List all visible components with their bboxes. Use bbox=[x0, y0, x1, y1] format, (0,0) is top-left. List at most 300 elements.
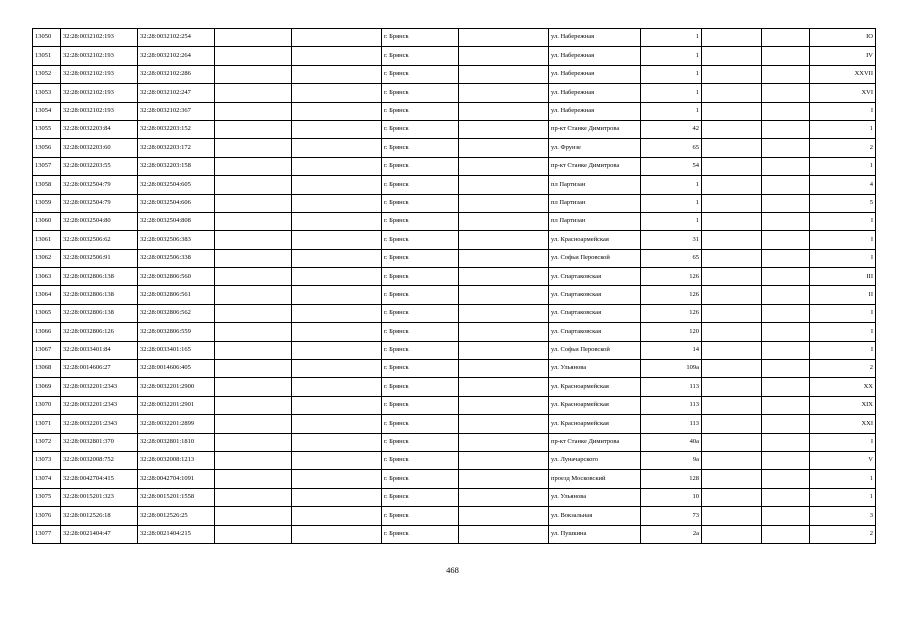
blank-column-10-cell bbox=[702, 120, 762, 138]
blank-column-4-cell bbox=[215, 470, 292, 488]
object-cadastral-number-cell: 32:28:0032201:2900 bbox=[138, 378, 215, 396]
table-row bbox=[33, 304, 876, 322]
blank-column-7-cell bbox=[459, 304, 549, 322]
premises-number-cell: III bbox=[810, 268, 876, 286]
blank-column-4-cell bbox=[215, 451, 292, 469]
house-number-cell: 113 bbox=[641, 378, 702, 396]
street-cell: ул. Набережная bbox=[549, 47, 641, 65]
row-number-cell: 13051 bbox=[33, 47, 61, 65]
blank-column-10-cell bbox=[702, 433, 762, 451]
house-number-cell: 1 bbox=[641, 194, 702, 212]
blank-column-5-cell bbox=[292, 84, 382, 102]
row-number-cell: 13056 bbox=[33, 139, 61, 157]
premises-number-cell: V bbox=[810, 451, 876, 469]
object-cadastral-number-cell: 32:28:0032102:247 bbox=[138, 84, 215, 102]
blank-column-11-cell bbox=[762, 488, 810, 506]
blank-column-5-cell bbox=[292, 323, 382, 341]
parcel-cadastral-number-cell: 32:28:0032201:2343 bbox=[61, 396, 138, 414]
parcel-cadastral-number-cell: 32:28:0032203:60 bbox=[61, 139, 138, 157]
blank-column-10-cell bbox=[702, 488, 762, 506]
premises-number-cell: XXI bbox=[810, 415, 876, 433]
blank-column-4-cell bbox=[215, 249, 292, 267]
object-cadastral-number-cell: 32:28:0032201:2899 bbox=[138, 415, 215, 433]
blank-column-10-cell bbox=[702, 29, 762, 47]
row-number-cell: 13055 bbox=[33, 120, 61, 138]
table-row bbox=[33, 176, 876, 194]
city-cell: г. Брянск bbox=[382, 488, 459, 506]
row-number-cell: 13063 bbox=[33, 268, 61, 286]
parcel-cadastral-number-cell: 32:28:0032102:193 bbox=[61, 47, 138, 65]
blank-column-4-cell bbox=[215, 84, 292, 102]
street-cell: ул. Набережная bbox=[549, 29, 641, 47]
blank-column-5-cell bbox=[292, 120, 382, 138]
blank-column-11-cell bbox=[762, 433, 810, 451]
blank-column-10-cell bbox=[702, 176, 762, 194]
blank-column-7-cell bbox=[459, 286, 549, 304]
blank-column-11-cell bbox=[762, 396, 810, 414]
blank-column-10-cell bbox=[702, 286, 762, 304]
blank-column-5-cell bbox=[292, 378, 382, 396]
blank-column-7-cell bbox=[459, 194, 549, 212]
premises-number-cell: 2 bbox=[810, 139, 876, 157]
blank-column-10-cell bbox=[702, 323, 762, 341]
parcel-cadastral-number-cell: 32:28:0032201:2343 bbox=[61, 378, 138, 396]
blank-column-5-cell bbox=[292, 451, 382, 469]
blank-column-11-cell bbox=[762, 470, 810, 488]
row-number-cell: 13064 bbox=[33, 286, 61, 304]
row-number-cell: 13069 bbox=[33, 378, 61, 396]
row-number-cell: 13065 bbox=[33, 304, 61, 322]
premises-number-cell: I bbox=[810, 341, 876, 359]
blank-column-10-cell bbox=[702, 84, 762, 102]
premises-number-cell: XX bbox=[810, 378, 876, 396]
house-number-cell: 113 bbox=[641, 415, 702, 433]
blank-column-10-cell bbox=[702, 231, 762, 249]
street-cell: ул. Набережная bbox=[549, 102, 641, 120]
blank-column-7-cell bbox=[459, 396, 549, 414]
blank-column-5-cell bbox=[292, 139, 382, 157]
blank-column-7-cell bbox=[459, 176, 549, 194]
parcel-cadastral-number-cell: 32:28:0042704:415 bbox=[61, 470, 138, 488]
blank-column-5-cell bbox=[292, 341, 382, 359]
row-number-cell: 13070 bbox=[33, 396, 61, 414]
blank-column-4-cell bbox=[215, 415, 292, 433]
table-row bbox=[33, 396, 876, 414]
street-cell: ул. Софьи Перовской bbox=[549, 249, 641, 267]
blank-column-7-cell bbox=[459, 249, 549, 267]
row-number-cell: 13053 bbox=[33, 84, 61, 102]
object-cadastral-number-cell: 32:28:0014606:405 bbox=[138, 360, 215, 378]
blank-column-10-cell bbox=[702, 268, 762, 286]
city-cell: г. Брянск bbox=[382, 176, 459, 194]
blank-column-7-cell bbox=[459, 323, 549, 341]
blank-column-7-cell bbox=[459, 29, 549, 47]
registry-rows bbox=[33, 29, 876, 544]
blank-column-10-cell bbox=[702, 451, 762, 469]
blank-column-10-cell bbox=[702, 139, 762, 157]
row-number-cell: 13077 bbox=[33, 525, 61, 543]
parcel-cadastral-number-cell: 32:28:0015201:323 bbox=[61, 488, 138, 506]
blank-column-10-cell bbox=[702, 360, 762, 378]
street-cell: пл Партизан bbox=[549, 176, 641, 194]
street-cell: ул. Красноармейская bbox=[549, 231, 641, 249]
street-cell: ул. Ульянова bbox=[549, 488, 641, 506]
object-cadastral-number-cell: 32:28:0033401:165 bbox=[138, 341, 215, 359]
blank-column-5-cell bbox=[292, 102, 382, 120]
table-row bbox=[33, 120, 876, 138]
house-number-cell: 73 bbox=[641, 507, 702, 525]
blank-column-10-cell bbox=[702, 507, 762, 525]
table-row bbox=[33, 341, 876, 359]
blank-column-5-cell bbox=[292, 268, 382, 286]
house-number-cell: 1 bbox=[641, 29, 702, 47]
object-cadastral-number-cell: 32:28:0032008:1213 bbox=[138, 451, 215, 469]
row-number-cell: 13061 bbox=[33, 231, 61, 249]
blank-column-5-cell bbox=[292, 29, 382, 47]
blank-column-7-cell bbox=[459, 378, 549, 396]
table-row bbox=[33, 268, 876, 286]
blank-column-7-cell bbox=[459, 157, 549, 175]
row-number-cell: 13054 bbox=[33, 102, 61, 120]
parcel-cadastral-number-cell: 32:28:0032806:138 bbox=[61, 286, 138, 304]
blank-column-10-cell bbox=[702, 525, 762, 543]
city-cell: г. Брянск bbox=[382, 304, 459, 322]
row-number-cell: 13052 bbox=[33, 65, 61, 83]
blank-column-4-cell bbox=[215, 525, 292, 543]
premises-number-cell: 5 bbox=[810, 194, 876, 212]
blank-column-4-cell bbox=[215, 286, 292, 304]
street-cell: ул. Спартаковская bbox=[549, 304, 641, 322]
premises-number-cell: II bbox=[810, 286, 876, 304]
parcel-cadastral-number-cell: 32:28:0032201:2343 bbox=[61, 415, 138, 433]
parcel-cadastral-number-cell: 32:28:0032801:370 bbox=[61, 433, 138, 451]
blank-column-4-cell bbox=[215, 139, 292, 157]
table-row bbox=[33, 212, 876, 230]
blank-column-4-cell bbox=[215, 433, 292, 451]
table-row bbox=[33, 525, 876, 543]
city-cell: г. Брянск bbox=[382, 341, 459, 359]
street-cell: ул. Набережная bbox=[549, 84, 641, 102]
table-row bbox=[33, 65, 876, 83]
table-row bbox=[33, 102, 876, 120]
object-cadastral-number-cell: 32:28:0032203:152 bbox=[138, 120, 215, 138]
blank-column-10-cell bbox=[702, 212, 762, 230]
object-cadastral-number-cell: 32:28:0032203:158 bbox=[138, 157, 215, 175]
blank-column-7-cell bbox=[459, 139, 549, 157]
table-row bbox=[33, 157, 876, 175]
blank-column-7-cell bbox=[459, 507, 549, 525]
premises-number-cell: 1 bbox=[810, 488, 876, 506]
house-number-cell: 1 bbox=[641, 65, 702, 83]
object-cadastral-number-cell: 32:28:0032806:559 bbox=[138, 323, 215, 341]
city-cell: г. Брянск bbox=[382, 286, 459, 304]
city-cell: г. Брянск bbox=[382, 378, 459, 396]
blank-column-4-cell bbox=[215, 176, 292, 194]
blank-column-4-cell bbox=[215, 378, 292, 396]
house-number-cell: 42 bbox=[641, 120, 702, 138]
premises-number-cell: I bbox=[810, 323, 876, 341]
object-cadastral-number-cell: 32:28:0032102:286 bbox=[138, 65, 215, 83]
blank-column-4-cell bbox=[215, 157, 292, 175]
blank-column-7-cell bbox=[459, 47, 549, 65]
house-number-cell: 109а bbox=[641, 360, 702, 378]
table-row bbox=[33, 286, 876, 304]
premises-number-cell: I bbox=[810, 102, 876, 120]
blank-column-11-cell bbox=[762, 378, 810, 396]
table-row bbox=[33, 470, 876, 488]
row-number-cell: 13075 bbox=[33, 488, 61, 506]
blank-column-10-cell bbox=[702, 249, 762, 267]
blank-column-10-cell bbox=[702, 102, 762, 120]
table-row bbox=[33, 507, 876, 525]
street-cell: ул. Луначарского bbox=[549, 451, 641, 469]
blank-column-4-cell bbox=[215, 341, 292, 359]
blank-column-10-cell bbox=[702, 470, 762, 488]
house-number-cell: 40а bbox=[641, 433, 702, 451]
blank-column-11-cell bbox=[762, 29, 810, 47]
house-number-cell: 1 bbox=[641, 176, 702, 194]
parcel-cadastral-number-cell: 32:28:0032504:80 bbox=[61, 212, 138, 230]
house-number-cell: 31 bbox=[641, 231, 702, 249]
city-cell: г. Брянск bbox=[382, 415, 459, 433]
house-number-cell: 113 bbox=[641, 396, 702, 414]
table-row bbox=[33, 488, 876, 506]
table-row bbox=[33, 194, 876, 212]
page-number: 468 bbox=[446, 565, 459, 575]
blank-column-4-cell bbox=[215, 268, 292, 286]
blank-column-7-cell bbox=[459, 102, 549, 120]
blank-column-11-cell bbox=[762, 525, 810, 543]
street-cell: пл Партизан bbox=[549, 212, 641, 230]
city-cell: г. Брянск bbox=[382, 433, 459, 451]
row-number-cell: 13059 bbox=[33, 194, 61, 212]
object-cadastral-number-cell: 32:28:0032504:808 bbox=[138, 212, 215, 230]
blank-column-10-cell bbox=[702, 378, 762, 396]
row-number-cell: 13050 bbox=[33, 29, 61, 47]
object-cadastral-number-cell: 32:28:0042704:1091 bbox=[138, 470, 215, 488]
premises-number-cell: I bbox=[810, 212, 876, 230]
blank-column-11-cell bbox=[762, 249, 810, 267]
premises-number-cell: XIX bbox=[810, 396, 876, 414]
city-cell: г. Брянск bbox=[382, 360, 459, 378]
object-cadastral-number-cell: 32:28:0032506:383 bbox=[138, 231, 215, 249]
city-cell: г. Брянск bbox=[382, 194, 459, 212]
blank-column-7-cell bbox=[459, 65, 549, 83]
street-cell: ул. Фрунзе bbox=[549, 139, 641, 157]
city-cell: г. Брянск bbox=[382, 212, 459, 230]
table-row bbox=[33, 139, 876, 157]
table-row bbox=[33, 415, 876, 433]
object-cadastral-number-cell: 32:28:0032504:606 bbox=[138, 194, 215, 212]
blank-column-4-cell bbox=[215, 212, 292, 230]
blank-column-7-cell bbox=[459, 212, 549, 230]
blank-column-7-cell bbox=[459, 488, 549, 506]
object-cadastral-number-cell: 32:28:0032506:338 bbox=[138, 249, 215, 267]
blank-column-5-cell bbox=[292, 194, 382, 212]
blank-column-5-cell bbox=[292, 157, 382, 175]
registry-table bbox=[32, 28, 876, 544]
parcel-cadastral-number-cell: 32:28:0012526:18 bbox=[61, 507, 138, 525]
blank-column-11-cell bbox=[762, 286, 810, 304]
city-cell: г. Брянск bbox=[382, 451, 459, 469]
blank-column-4-cell bbox=[215, 231, 292, 249]
city-cell: г. Брянск bbox=[382, 507, 459, 525]
blank-column-11-cell bbox=[762, 65, 810, 83]
parcel-cadastral-number-cell: 32:28:0032102:193 bbox=[61, 29, 138, 47]
blank-column-11-cell bbox=[762, 139, 810, 157]
blank-column-7-cell bbox=[459, 433, 549, 451]
premises-number-cell: 1 bbox=[810, 470, 876, 488]
row-number-cell: 13074 bbox=[33, 470, 61, 488]
street-cell: ул. Спартаковская bbox=[549, 286, 641, 304]
blank-column-5-cell bbox=[292, 47, 382, 65]
object-cadastral-number-cell: 32:28:0032102:254 bbox=[138, 29, 215, 47]
blank-column-10-cell bbox=[702, 157, 762, 175]
blank-column-11-cell bbox=[762, 341, 810, 359]
row-number-cell: 13060 bbox=[33, 212, 61, 230]
house-number-cell: 126 bbox=[641, 268, 702, 286]
house-number-cell: 2а bbox=[641, 525, 702, 543]
house-number-cell: 120 bbox=[641, 323, 702, 341]
parcel-cadastral-number-cell: 32:28:0032102:193 bbox=[61, 65, 138, 83]
blank-column-5-cell bbox=[292, 286, 382, 304]
object-cadastral-number-cell: 32:28:0032504:605 bbox=[138, 176, 215, 194]
object-cadastral-number-cell: 32:28:0015201:1558 bbox=[138, 488, 215, 506]
street-cell: ул. Красноармейская bbox=[549, 415, 641, 433]
row-number-cell: 13071 bbox=[33, 415, 61, 433]
city-cell: г. Брянск bbox=[382, 47, 459, 65]
premises-number-cell: 4 bbox=[810, 176, 876, 194]
premises-number-cell: 2 bbox=[810, 525, 876, 543]
city-cell: г. Брянск bbox=[382, 231, 459, 249]
object-cadastral-number-cell: 32:28:0032102:367 bbox=[138, 102, 215, 120]
street-cell: ул. Набережная bbox=[549, 65, 641, 83]
city-cell: г. Брянск bbox=[382, 139, 459, 157]
blank-column-5-cell bbox=[292, 415, 382, 433]
parcel-cadastral-number-cell: 32:28:0032203:55 bbox=[61, 157, 138, 175]
blank-column-4-cell bbox=[215, 102, 292, 120]
blank-column-10-cell bbox=[702, 194, 762, 212]
city-cell: г. Брянск bbox=[382, 157, 459, 175]
blank-column-5-cell bbox=[292, 488, 382, 506]
table-row bbox=[33, 433, 876, 451]
table-row bbox=[33, 323, 876, 341]
blank-column-11-cell bbox=[762, 84, 810, 102]
street-cell: ул. Ульянова bbox=[549, 360, 641, 378]
table-row bbox=[33, 84, 876, 102]
premises-number-cell: I bbox=[810, 304, 876, 322]
blank-column-7-cell bbox=[459, 360, 549, 378]
blank-column-5-cell bbox=[292, 212, 382, 230]
parcel-cadastral-number-cell: 32:28:0032008:752 bbox=[61, 451, 138, 469]
blank-column-11-cell bbox=[762, 360, 810, 378]
parcel-cadastral-number-cell: 32:28:0032102:193 bbox=[61, 84, 138, 102]
table-row bbox=[33, 378, 876, 396]
city-cell: г. Брянск bbox=[382, 29, 459, 47]
blank-column-11-cell bbox=[762, 157, 810, 175]
object-cadastral-number-cell: 32:28:0032203:172 bbox=[138, 139, 215, 157]
street-cell: ул. Софьи Перовской bbox=[549, 341, 641, 359]
blank-column-10-cell bbox=[702, 304, 762, 322]
house-number-cell: 65 bbox=[641, 139, 702, 157]
blank-column-11-cell bbox=[762, 120, 810, 138]
city-cell: г. Брянск bbox=[382, 102, 459, 120]
premises-number-cell: 3 bbox=[810, 507, 876, 525]
parcel-cadastral-number-cell: 32:28:0032506:62 bbox=[61, 231, 138, 249]
house-number-cell: 1 bbox=[641, 84, 702, 102]
blank-column-4-cell bbox=[215, 65, 292, 83]
city-cell: г. Брянск bbox=[382, 84, 459, 102]
blank-column-4-cell bbox=[215, 194, 292, 212]
parcel-cadastral-number-cell: 32:28:0032203:84 bbox=[61, 120, 138, 138]
object-cadastral-number-cell: 32:28:0032801:1810 bbox=[138, 433, 215, 451]
house-number-cell: 9а bbox=[641, 451, 702, 469]
blank-column-11-cell bbox=[762, 47, 810, 65]
blank-column-4-cell bbox=[215, 360, 292, 378]
table-row bbox=[33, 451, 876, 469]
row-number-cell: 13058 bbox=[33, 176, 61, 194]
table-row bbox=[33, 231, 876, 249]
premises-number-cell: I bbox=[810, 249, 876, 267]
city-cell: г. Брянск bbox=[382, 268, 459, 286]
blank-column-11-cell bbox=[762, 231, 810, 249]
object-cadastral-number-cell: 32:28:0032806:560 bbox=[138, 268, 215, 286]
house-number-cell: 14 bbox=[641, 341, 702, 359]
object-cadastral-number-cell: 32:28:0032102:264 bbox=[138, 47, 215, 65]
street-cell: ул. Вокзальная bbox=[549, 507, 641, 525]
blank-column-4-cell bbox=[215, 323, 292, 341]
blank-column-5-cell bbox=[292, 507, 382, 525]
blank-column-4-cell bbox=[215, 488, 292, 506]
object-cadastral-number-cell: 32:28:0012526:25 bbox=[138, 507, 215, 525]
blank-column-11-cell bbox=[762, 507, 810, 525]
object-cadastral-number-cell: 32:28:0032806:561 bbox=[138, 286, 215, 304]
blank-column-4-cell bbox=[215, 29, 292, 47]
street-cell: проезд Московский bbox=[549, 470, 641, 488]
house-number-cell: 128 bbox=[641, 470, 702, 488]
house-number-cell: 65 bbox=[641, 249, 702, 267]
blank-column-11-cell bbox=[762, 323, 810, 341]
parcel-cadastral-number-cell: 32:28:0032806:126 bbox=[61, 323, 138, 341]
blank-column-11-cell bbox=[762, 415, 810, 433]
object-cadastral-number-cell: 32:28:0032806:562 bbox=[138, 304, 215, 322]
row-number-cell: 13067 bbox=[33, 341, 61, 359]
blank-column-5-cell bbox=[292, 231, 382, 249]
parcel-cadastral-number-cell: 32:28:0014606:27 bbox=[61, 360, 138, 378]
premises-number-cell: XXVII bbox=[810, 65, 876, 83]
blank-column-10-cell bbox=[702, 65, 762, 83]
house-number-cell: 1 bbox=[641, 47, 702, 65]
parcel-cadastral-number-cell: 32:28:0032806:138 bbox=[61, 268, 138, 286]
parcel-cadastral-number-cell: 32:28:0021404:47 bbox=[61, 525, 138, 543]
street-cell: пр-кт Станке Димитрова bbox=[549, 433, 641, 451]
blank-column-11-cell bbox=[762, 212, 810, 230]
house-number-cell: 1 bbox=[641, 102, 702, 120]
parcel-cadastral-number-cell: 32:28:0032504:79 bbox=[61, 176, 138, 194]
blank-column-11-cell bbox=[762, 304, 810, 322]
city-cell: г. Брянск bbox=[382, 249, 459, 267]
blank-column-10-cell bbox=[702, 415, 762, 433]
parcel-cadastral-number-cell: 32:28:0032504:79 bbox=[61, 194, 138, 212]
row-number-cell: 13066 bbox=[33, 323, 61, 341]
blank-column-5-cell bbox=[292, 525, 382, 543]
blank-column-7-cell bbox=[459, 470, 549, 488]
city-cell: г. Брянск bbox=[382, 120, 459, 138]
object-cadastral-number-cell: 32:28:0021404:215 bbox=[138, 525, 215, 543]
blank-column-11-cell bbox=[762, 194, 810, 212]
premises-number-cell: 1 bbox=[810, 120, 876, 138]
blank-column-7-cell bbox=[459, 451, 549, 469]
